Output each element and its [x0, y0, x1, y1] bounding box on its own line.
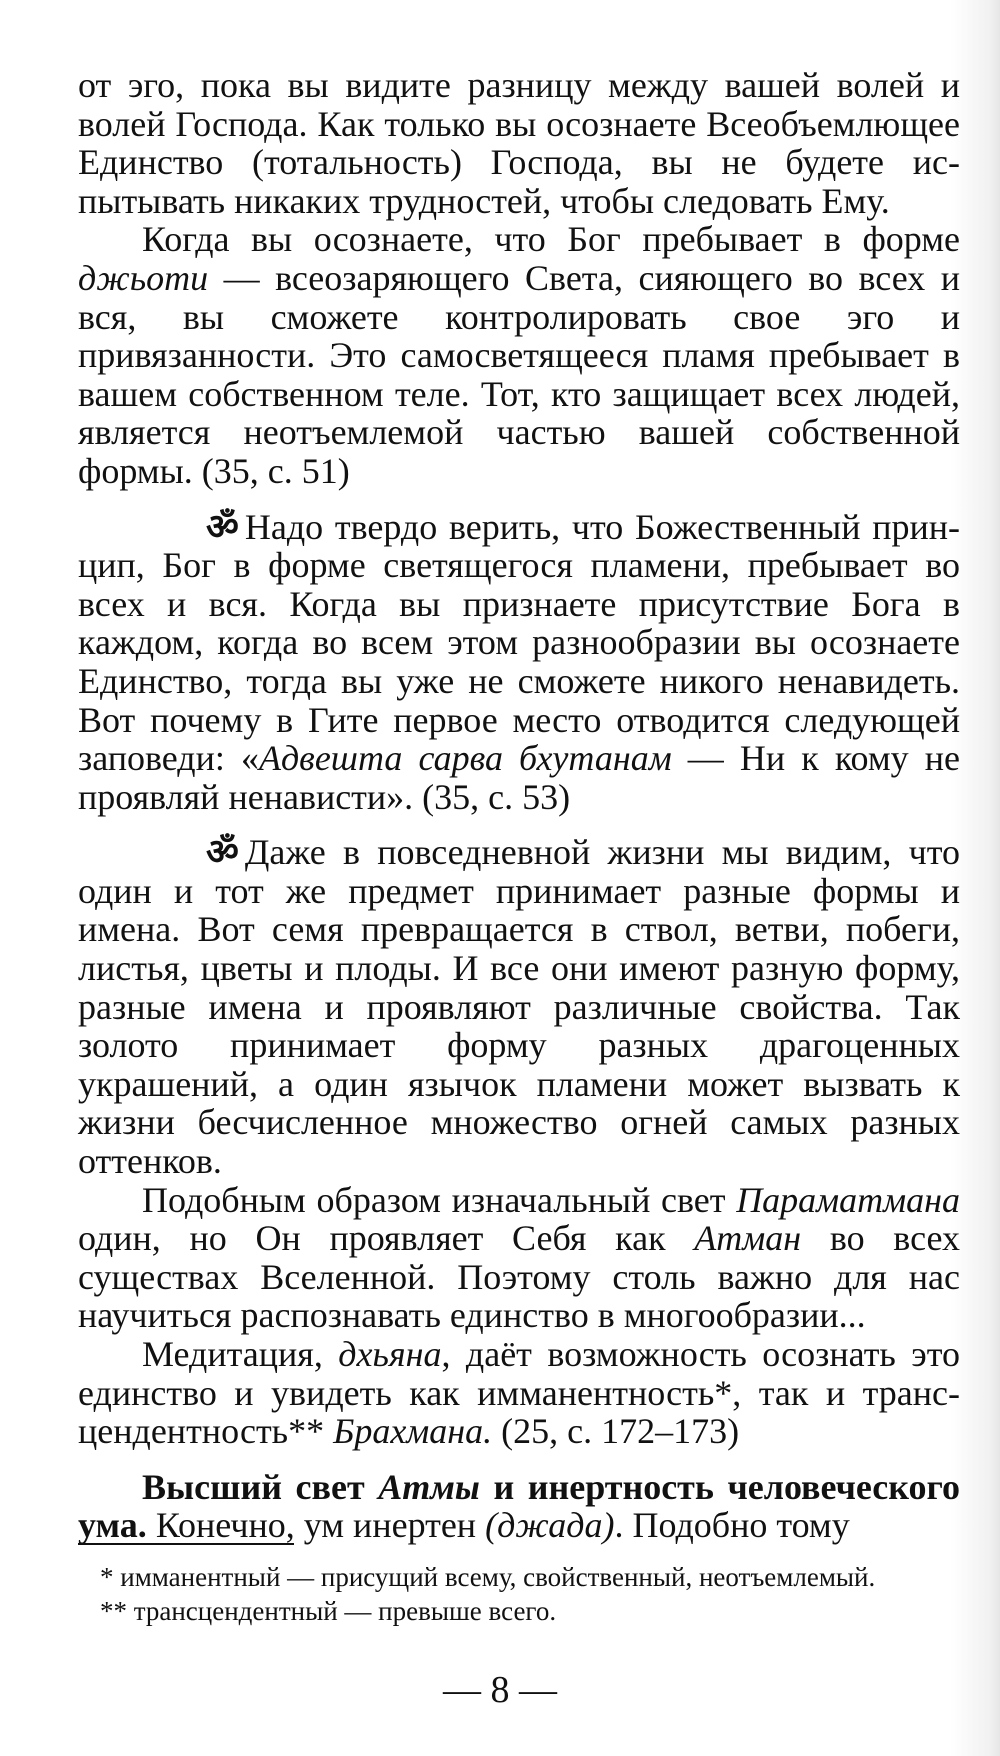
page-number: — 8 — — [443, 1669, 557, 1711]
term-paramatman: Параматмана — [736, 1179, 960, 1220]
paragraph-1: от эго, пока вы видите разницу между вашей волей и волей Господа. Как только вы осознаете Всеобъемлющее Единство (тотальность) Господа, вы не будете испытывать никаких трудностей, чтобы следовать Ему. — [78, 65, 960, 221]
body-text — [78, 66, 960, 1545]
paragraph-4: ॐ Даже в повседневной жизни мы видим, что один и тот же предмет принимает разные формы и имена. Вот семя превращается в ствол, ветви, побеги, листья, цветы и плоды. И все они имеют разную форму, разные имена и проявляют различные свойства. Так золото принимает форму разных драгоценных украшений, а один язычок пламени может вызвать к жизни бесчисленное множество огней самых разных оттенков. — [78, 832, 960, 1182]
paragraph-5: Подобным образом изначальный свет Параматмана один, но Он проявляет Себя как Атман во всех существах Вселенной. Поэтому столь важно для нас научиться распознавать единство в многообразии... — [78, 1179, 960, 1336]
paragraph-2: Когда вы осознаете, что Бог пребывает в форме джьоти — всеозаряющего Света, сияющего во всех и вся, вы сможете контролировать свое эго и привязанности. Это самосветящееся пламя пребывает в вашем собственном теле. Тот, кто защищает всех людей, является неотъемлемой частью вашей собственной формы. (35, с. 51) — [78, 219, 960, 491]
section-heading: Высший свет Атмы и инертность человеческого ума. — [78, 1466, 961, 1546]
footnote-divider — [78, 1543, 294, 1545]
footnote-1: * имманентный — присущий всему, свойственный, неотъемлемый. — [100, 1562, 876, 1592]
term-atman: Атман — [694, 1218, 802, 1259]
footnotes — [100, 1560, 980, 1628]
paragraph-7: Высший свет Атмы и инертность человеческого ума. Конечно, ум инертен (джада). Подобно тому — [78, 1466, 961, 1546]
paragraph-6: Медитация, дхьяна, даёт возможность осознать это единство и увидеть как имманентность*, так и трансцендентность** Брахмана. (25, с. 172–173) — [78, 1334, 960, 1452]
term-brahman: Брахмана. — [333, 1411, 493, 1452]
om-icon: ॐ — [206, 506, 239, 547]
term-jyoti: джьоти — [78, 257, 209, 298]
footnote-2: ** трансцендентный — превыше всего. — [100, 1596, 557, 1626]
paragraph-3: ॐ Надо твердо верить, что Божественный принцип, Бог в форме светящегося пламени, пребывает во всех и вся. Когда вы признаете присутствие Бога в каждом, когда во всем этом разнообразии вы осознаете Единство, тогда вы уже не сможете никого ненавидеть. Вот почему в Гите первое место отводится следующей заповеди: «Адвешта сарва бхутанам — Ни к кому не проявляй ненависти». (35, с. 53) — [78, 506, 960, 817]
term-advesta: Адвешта сарва бхутанам — [258, 738, 672, 779]
term-jada: (джада) — [485, 1505, 615, 1546]
om-icon: ॐ — [206, 832, 239, 873]
term-dhyana: дхьяна — [338, 1334, 442, 1374]
